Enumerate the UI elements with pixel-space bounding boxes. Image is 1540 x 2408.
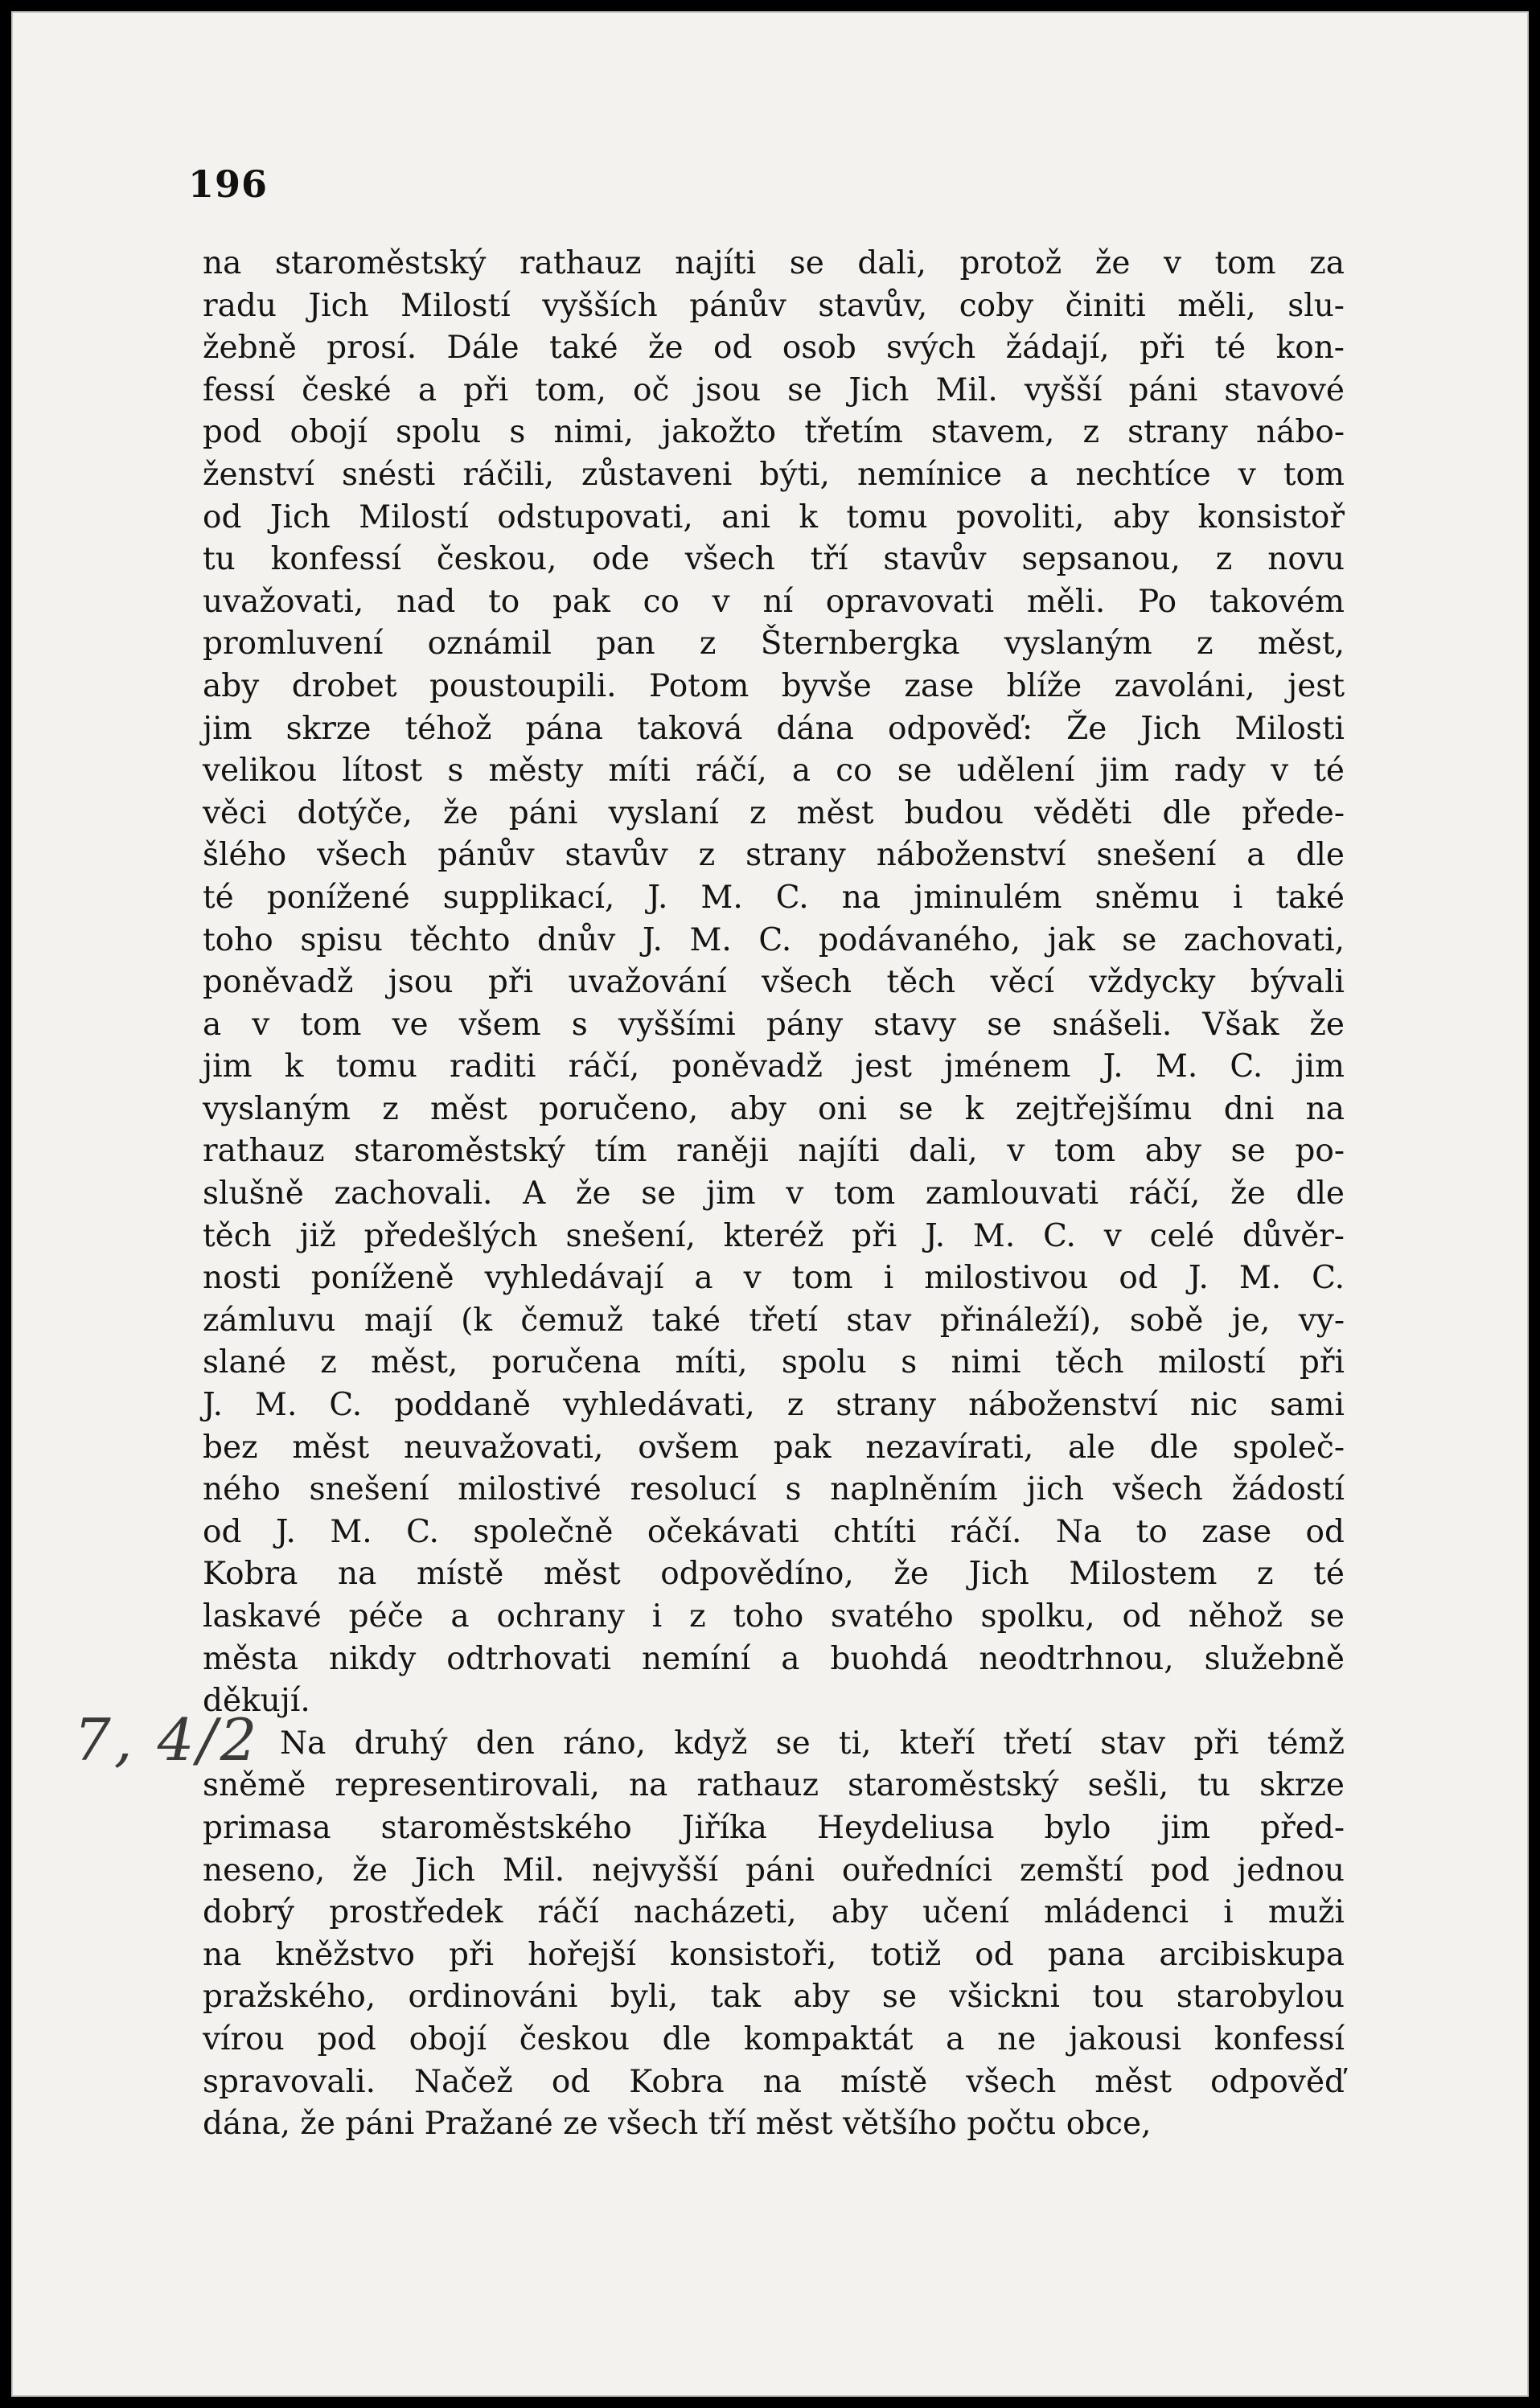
body-text <box>203 243 1345 2146</box>
text-line: slušně zachovali. A že se jim v tom zamlouvati ráčí, že dle <box>203 1175 1345 1212</box>
text-line: těch již předešlých snešení, kteréž při J. M. C. v celé důvěr- <box>203 1217 1345 1254</box>
text-line: sněmě representirovali, na rathauz staroměstský sešli, tu skrze <box>203 1767 1345 1804</box>
paragraph <box>203 243 1345 1723</box>
text-line: od Jich Milostí odstupovati, ani k tomu povoliti, aby konsistoř <box>203 498 1345 535</box>
text-line: jim k tomu raditi ráčí, poněvadž jest jménem J. M. C. jim <box>203 1048 1345 1085</box>
text-line: uvažovati, nad to pak co v ní opravovati měli. Po takovém <box>203 583 1345 620</box>
text-line: Kobra na místě měst odpovědíno, že Jich Milostem z té <box>203 1556 1345 1593</box>
text-line: a v tom ve všem s vyššími pány stavy se snášeli. Však že <box>203 1006 1345 1043</box>
page-number: 196 <box>188 162 269 206</box>
text-line: na kněžstvo při hořejší konsistoři, totiž od pana arcibiskupa <box>203 1936 1345 1973</box>
text-line: zámluvu mají (k čemuž také třetí stav přináleží), sobě je, vy- <box>203 1302 1345 1339</box>
text-line: nosti poníženě vyhledávají a v tom i milostivou od J. M. C. <box>203 1260 1345 1297</box>
text-line: té ponížené supplikací, J. M. C. na jminulém sněmu i také <box>203 879 1345 916</box>
handwritten-margin-note: 7, 4/2 <box>74 1706 261 1774</box>
text-line: promluvení oznámil pan z Šternbergka vyslaným z měst, <box>203 626 1345 663</box>
text-line: tu konfessí českou, ode všech tří stavův sepsanou, z novu <box>203 541 1345 578</box>
text-line: poněvadž jsou při uvažování všech těch věcí vždycky bývali <box>203 964 1345 1001</box>
paragraph <box>203 1723 1345 2146</box>
text-line: neseno, že Jich Mil. nejvyšší páni ouředníci zemští pod jednou <box>203 1852 1345 1889</box>
text-line: dobrý prostředek ráčí nacházeti, aby učení mládenci i muži <box>203 1894 1345 1931</box>
text-line: dána, že páni Pražané ze všech tří měst většího počtu obce, <box>203 2106 1152 2143</box>
text-line: vírou pod obojí českou dle kompaktát a ne jakousi konfessí <box>203 2020 1345 2057</box>
text-line: J. M. C. poddaně vyhledávati, z strany náboženství nic sami <box>203 1387 1345 1424</box>
text-line: fessí české a při tom, oč jsou se Jich Mil. vyšší páni stavové <box>203 371 1345 408</box>
text-line: radu Jich Milostí vyšších pánův stavův, coby činiti měli, slu- <box>203 287 1345 324</box>
text-line: velikou lítost s městy míti ráčí, a co se udělení jim rady v té <box>203 753 1345 790</box>
text-line: města nikdy odtrhovati nemíní a buohdá neodtrhnou, služebně <box>203 1640 1345 1677</box>
text-line: aby drobet poustoupili. Potom byvše zase blíže zavoláni, jest <box>203 667 1345 704</box>
text-line: spravovali. Načež od Kobra na místě všech měst odpověď <box>203 2063 1345 2100</box>
text-line: žebně prosí. Dále také že od osob svých žádají, při té kon- <box>203 330 1345 367</box>
text-line: pod obojí spolu s nimi, jakožto třetím stavem, z strany nábo- <box>203 414 1345 451</box>
text-line: ného snešení milostivé resolucí s naplněním jich všech žádostí <box>203 1471 1345 1508</box>
text-line: vyslaným z měst poručeno, aby oni se k zejtřejšímu dni na <box>203 1090 1345 1127</box>
book-page <box>11 11 1529 2397</box>
text-line: na staroměstský rathauz najíti se dali, protož že v tom za <box>203 245 1345 281</box>
text-line: jim skrze téhož pána taková dána odpověď: Že Jich Milosti <box>203 710 1345 747</box>
text-line: od J. M. C. společně očekávati chtíti ráčí. Na to zase od <box>203 1513 1345 1550</box>
text-line: děkují. <box>203 1683 310 1720</box>
text-line: Na druhý den ráno, když se ti, kteří třetí stav při témž <box>280 1725 1345 1762</box>
text-line: věci dotýče, že páni vyslaní z měst budou věděti dle přede- <box>203 794 1345 831</box>
text-line: slané z měst, poručena míti, spolu s nimi těch milostí při <box>203 1344 1345 1381</box>
text-line: toho spisu těchto dnův J. M. C. podávaného, jak se zachovati, <box>203 921 1345 958</box>
text-line: pražského, ordinováni byli, tak aby se všickni tou starobylou <box>203 1979 1345 2016</box>
text-line: primasa staroměstského Jiříka Heydeliusa bylo jim před- <box>203 1809 1345 1846</box>
text-line: rathauz staroměstský tím raněji najíti dali, v tom aby se po- <box>203 1133 1345 1170</box>
text-line: ženství snésti ráčili, zůstaveni býti, nemínice a nechtíce v tom <box>203 456 1345 493</box>
text-line: laskavé péče a ochrany i z toho svatého spolku, od něhož se <box>203 1598 1345 1635</box>
text-line: šlého všech pánův stavův z strany náboženství snešení a dle <box>203 837 1345 874</box>
text-line: bez měst neuvažovati, ovšem pak nezavírati, ale dle společ- <box>203 1429 1345 1466</box>
